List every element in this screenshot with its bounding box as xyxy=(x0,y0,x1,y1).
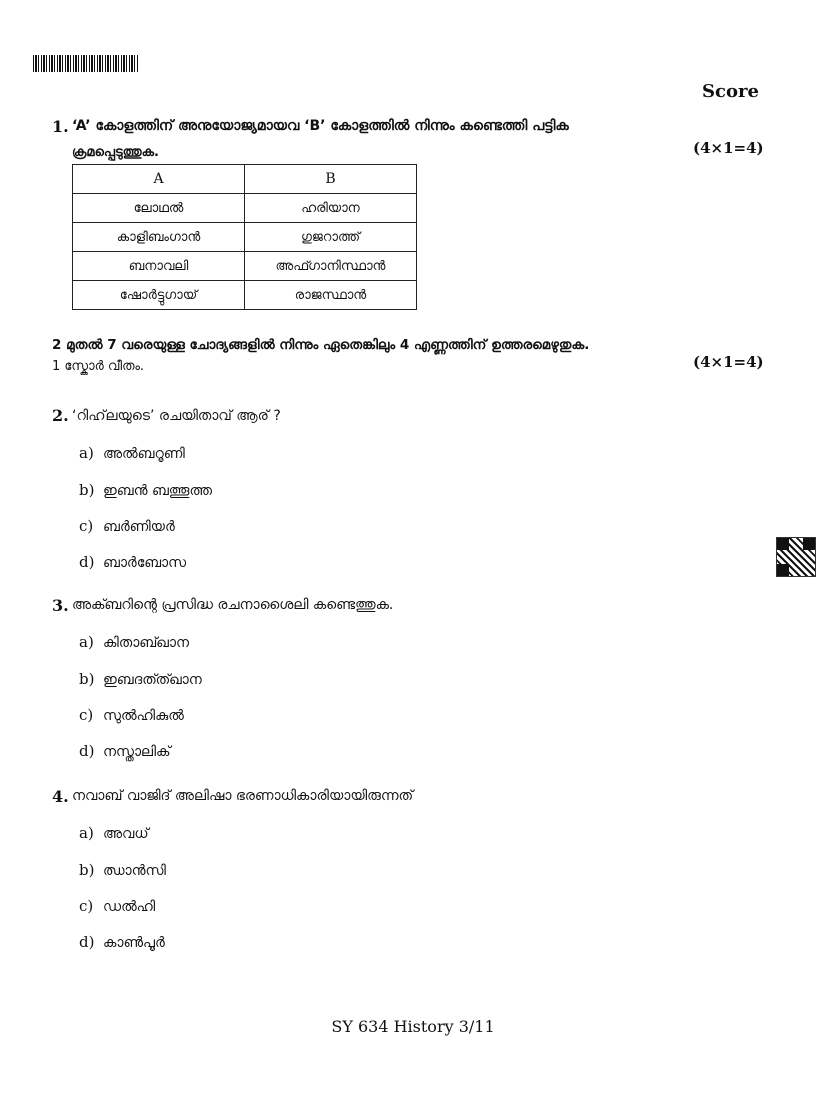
qr-code xyxy=(776,537,816,577)
table-cell: അഫ്ഗാനിസ്ഥാൻ xyxy=(245,252,417,281)
table-cell: ഷോർട്ടുഗായ് xyxy=(73,281,245,310)
option-text: അൽബറൂണി xyxy=(103,446,185,462)
option-item xyxy=(79,633,189,651)
option-item xyxy=(79,742,171,760)
table-cell: ഗുജറാത്ത് xyxy=(245,223,417,252)
table-cell: ഹരിയാന xyxy=(245,194,417,223)
option-item xyxy=(79,897,155,915)
option-letter: d) xyxy=(79,742,95,760)
option-item xyxy=(79,670,202,688)
question-1-text-line2: ക്രമപ്പെടുത്തുക. xyxy=(72,145,159,160)
option-text: ഝാൻസി xyxy=(103,863,166,879)
table-row xyxy=(73,223,417,252)
match-table xyxy=(72,164,417,310)
score-label: Score xyxy=(702,81,759,102)
question-1-text-line1: ‘A’ കോളത്തിന് അനുയോജ്യമായവ ‘B’ കോളത്തിൽ നിന്നും കണ്ടെത്തി പട്ടിക xyxy=(72,118,569,134)
question-3-number: 3. xyxy=(52,596,69,615)
option-item xyxy=(79,553,186,571)
question-4-text: നവാബ് വാജിദ് അലിഷാ ഭരണാധികാരിയായിരുന്നത് xyxy=(72,788,414,804)
option-text: സുൽഹികുൽ xyxy=(103,708,184,724)
option-item xyxy=(79,861,166,879)
option-item xyxy=(79,824,149,842)
barcode xyxy=(33,55,139,72)
question-1-number: 1. xyxy=(52,117,69,136)
option-letter: d) xyxy=(79,933,95,951)
option-letter: c) xyxy=(79,517,94,535)
option-text: അവധ് xyxy=(103,826,149,842)
option-letter: b) xyxy=(79,861,95,879)
question-4-number: 4. xyxy=(52,787,69,806)
option-letter: a) xyxy=(79,444,94,462)
option-letter: d) xyxy=(79,553,95,571)
option-item xyxy=(79,933,165,951)
option-text: ബാർബോസ xyxy=(103,555,187,571)
section-instruction: 2 മുതൽ 7 വരെയുള്ള ചോദ്യങ്ങളിൽ നിന്നും ഏതെങ്കിലും 4 എണ്ണത്തിന് ഉത്തരമെഴുതുക. xyxy=(52,337,590,353)
option-text: ഡൽഹി xyxy=(103,899,156,915)
option-text: നസ്താലിക് xyxy=(103,744,171,760)
option-text: കിതാബ്ഖാന xyxy=(103,635,189,651)
question-2-text: ‘റിഹ്‌ലയുടെ’ രചയിതാവ് ആര് ? xyxy=(72,408,281,424)
question-3-text: അക്ബറിന്റെ പ്രസിദ്ധ രചനാശൈലി കണ്ടെത്തുക. xyxy=(72,597,394,613)
match-table-header xyxy=(73,165,417,194)
option-item xyxy=(79,706,184,724)
option-text: കാൺപൂർ xyxy=(103,935,165,951)
question-2-number: 2. xyxy=(52,406,69,425)
option-letter: c) xyxy=(79,897,94,915)
question-1-marks: (4×1=4) xyxy=(693,139,764,157)
table-cell: ബനാവലി xyxy=(73,252,245,281)
table-row xyxy=(73,252,417,281)
column-a-header: A xyxy=(73,165,245,194)
column-b-header: B xyxy=(245,165,417,194)
option-letter: a) xyxy=(79,824,94,842)
option-text: ബർണിയർ xyxy=(103,519,175,535)
page-footer: SY 634 History 3/11 xyxy=(331,1017,495,1036)
table-cell: രാജസ്ഥാൻ xyxy=(245,281,417,310)
table-row xyxy=(73,281,417,310)
option-item xyxy=(79,444,185,462)
option-letter: b) xyxy=(79,481,95,499)
option-text: ഇബദത്ത്ഖാന xyxy=(103,672,202,688)
option-letter: a) xyxy=(79,633,94,651)
option-item xyxy=(79,517,175,535)
section-score-note: 1 സ്കോർ വീതം. xyxy=(52,359,145,374)
table-cell: ലോഥൽ xyxy=(73,194,245,223)
section-marks: (4×1=4) xyxy=(693,353,764,371)
option-item xyxy=(79,481,212,499)
option-letter: b) xyxy=(79,670,95,688)
table-row xyxy=(73,194,417,223)
option-letter: c) xyxy=(79,706,94,724)
table-cell: കാളിബംഗാൻ xyxy=(73,223,245,252)
option-text: ഇബൻ ബത്തൂത്ത xyxy=(103,483,212,499)
